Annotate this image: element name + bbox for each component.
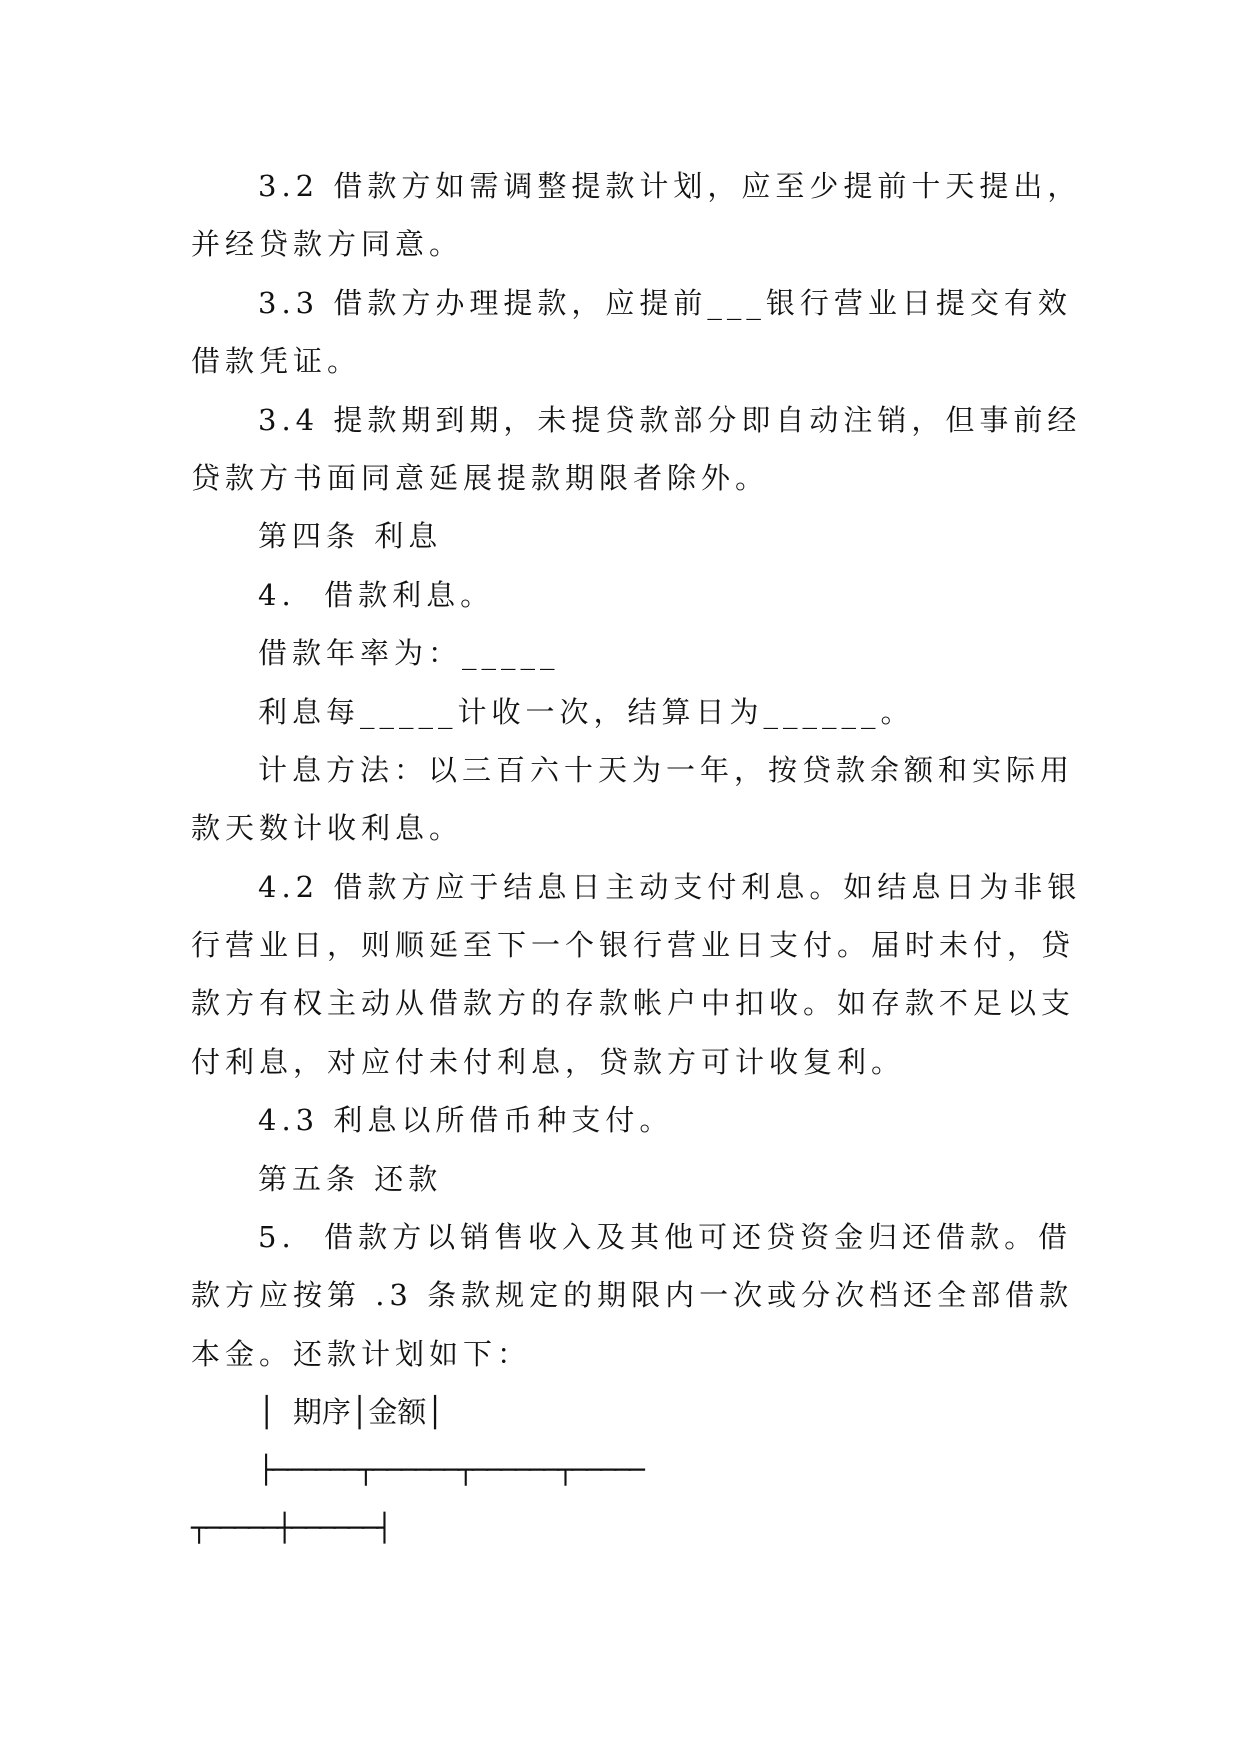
table-header-row: │ 期序│金额│ [258, 1395, 444, 1430]
text-line: 款方有权主动从借款方的存款帐户中扣收。如存款不足以支 [191, 986, 1076, 1021]
text-line: 5. 借款方以销售收入及其他可还贷资金归还借款。借 [258, 1220, 1073, 1255]
table-rule: ┬─────┼──────┤ [191, 1512, 391, 1544]
text-line: 第五条 还款 [258, 1161, 443, 1196]
text-line: 付利息，对应付未付利息，贷款方可计收复利。 [191, 1044, 906, 1079]
text-line: 第四条 利息 [258, 519, 443, 554]
text-line: 3.4 提款期到期，未提贷款部分即自动注销，但事前经 [258, 402, 1082, 437]
table-rule: ├──────┬──────┬──────┬───── [258, 1454, 643, 1486]
text-line: 本金。还款计划如下： [191, 1336, 532, 1371]
text-line: 4.3 利息以所借币种支付。 [258, 1103, 674, 1138]
text-line: 行营业日，则顺延至下一个银行营业日支付。届时未付，贷 [191, 928, 1076, 963]
text-line: 4.2 借款方应于结息日主动支付利息。如结息日为非银 [258, 869, 1082, 904]
text-line: 借款凭证。 [191, 344, 362, 379]
text-line: 借款年率为：_____ [258, 636, 560, 671]
text-line: 款天数计收利息。 [191, 811, 464, 846]
text-line: 4. 借款利息。 [258, 577, 495, 612]
text-line: 款方应按第 .3 条款规定的期限内一次或分次档还全部借款 [191, 1278, 1074, 1313]
text-line: 贷款方书面同意延展提款期限者除外。 [191, 460, 770, 495]
text-line: 计息方法：以三百六十天为一年，按贷款余额和实际用 [258, 752, 1075, 787]
text-line: 利息每_____计收一次，结算日为______。 [258, 694, 915, 729]
text-line: 3.3 借款方办理提款，应提前___银行营业日提交有效 [258, 285, 1072, 320]
text-line: 并经贷款方同意。 [191, 227, 464, 262]
document-body [191, 157, 1082, 1558]
text-line: 3.2 借款方如需调整提款计划，应至少提前十天提出， [258, 169, 1082, 203]
